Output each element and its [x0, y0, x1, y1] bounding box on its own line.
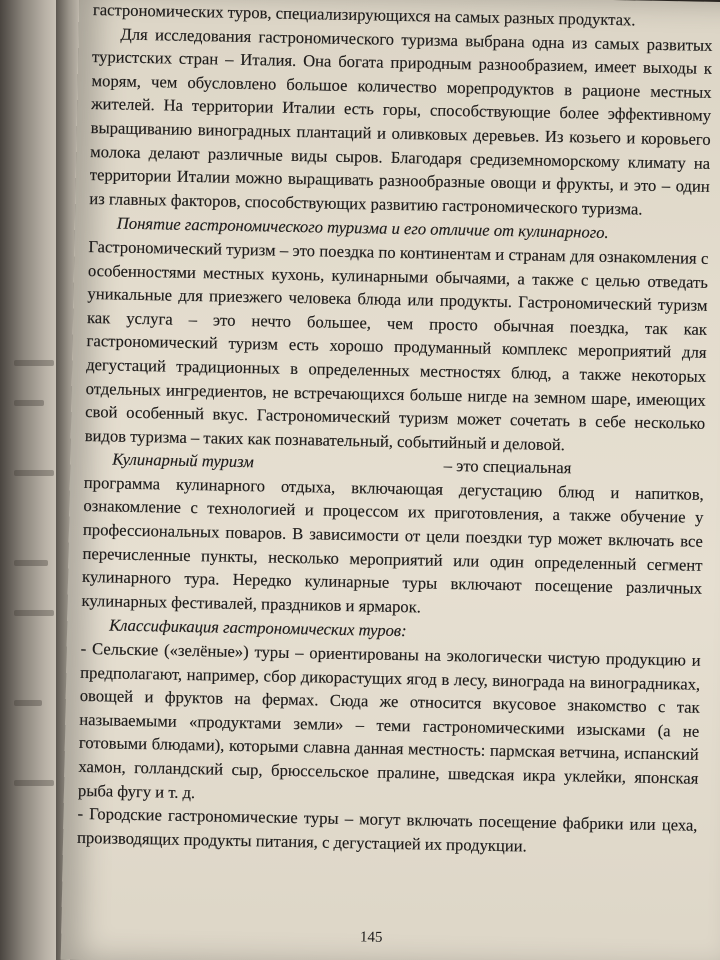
culinary-rest: – это специальная	[443, 456, 572, 478]
ghost-text	[14, 560, 48, 566]
blank-gap	[254, 467, 444, 471]
ghost-text	[14, 610, 54, 616]
classification-heading: Классификация гастрономических туров:	[108, 615, 407, 641]
ghost-text	[14, 360, 54, 366]
book-page	[61, 0, 720, 960]
page-body	[77, 0, 713, 861]
ghost-text	[14, 400, 44, 406]
paragraph: Гастрономический туризм – это поездка по континентам и странам для ознакомления с особенностями местных кухонь, кулинарными обычаями, а также с целью отведать уникальные для приезжего человека блюда или продукты. Гастрономический туризм как услуга – это нечто большее, чем просто обычная поездка, так как гастрономический туризм есть хорошо продуманный комплекс мероприятий для дегустаций традиционных в определенных местностях блюд, а также некоторых отдельных ингредиентов, не встречающихся больше нигде на земном шаре, имеющих свой особенный вкус. Гастрономический туризм может сочетать в себе несколько видов туризма – таких как познавательный, событийный и деловой.	[84, 236, 709, 454]
culinary-term: Кулинарный туризм	[112, 449, 254, 472]
page-number: 145	[359, 929, 383, 946]
paragraph: Для исследования гастрономического туризма выбрана одна из самых развитых туристских стран – Италия. Она богата природным разнообразием, имеет выходы к морям, чем обусловлено большое количество морепродуктов в рационе местных жителей. На территории Италии есть горы, способствующие более эффективному выращиванию виноградных плантаций и оливковых деревьев. Из козьего и коровьего молока делают различные виды сыров. Благодаря средиземноморскому климату на территории Италии можно выращивать разнообразные овощи и фрукты, и это – один из главных факторов, способствующих развитию гастрономического туризма.	[89, 24, 713, 219]
section-heading: Понятие гастрономического туризма и его отличие от кулинарного.	[116, 213, 609, 243]
list-item: - Городские гастрономические туры – могут включать посещение фабрики или цеха, производящих продукты питания, с дегустацией их продукции.	[76, 804, 698, 856]
ghost-text	[14, 780, 54, 786]
ghost-text	[14, 470, 54, 476]
paragraph: программа кулинарного отдыха, включающая дегустацию блюд и напитков, ознакомление с технологией и процессом их приготовления, а также обучение у профессиональных поваров. В зависимости от цели поездки тур может включать все перечисленные пункты, несколько мероприятий или один определенный сегмент кулинарного тура. Нередко кулинарные туры включают посещение различных кулинарных фестивалей, праздников и ярмарок.	[81, 472, 704, 617]
paragraph: гастрономических туров, специализирующихся на самых разных продуктах.	[92, 0, 636, 30]
ghost-text	[14, 700, 42, 706]
list-item: - Сельские («зелёные») туры – ориентированы на экологически чистую продукцию и предполагают, например, сбор дикорастущих ягод в лесу, винограда на виноградниках, овощей и фруктов на фермах. Сюда же относится вкусовое знакомство с так называемыми «продуктами земли» – теми гастрономическими изысками (а не готовыми блюдами), которыми славна данная местность: пармская ветчина, испанский хамон, голландский сыр, брюссельское пралине, шведская икра уклейки, японская рыба фугу и т. д.	[77, 638, 701, 802]
left-page-edge	[0, 0, 60, 960]
